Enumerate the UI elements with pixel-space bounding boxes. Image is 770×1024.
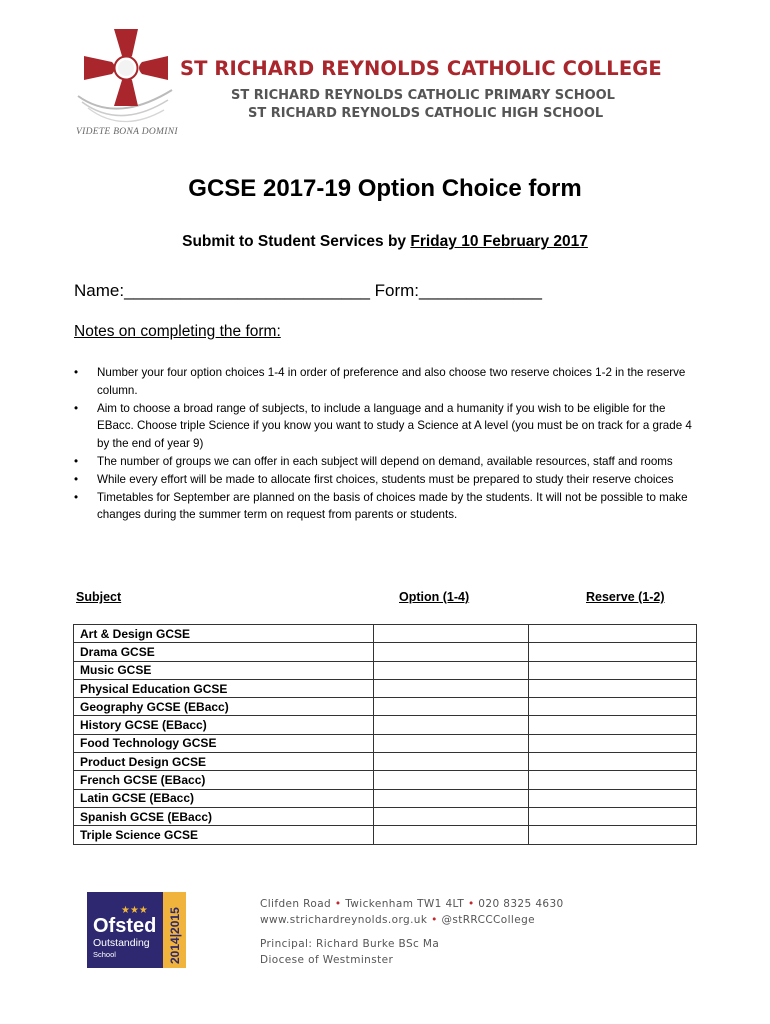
reserve-cell[interactable]	[529, 643, 697, 661]
college-motto: VIDETE BONA DOMINI	[76, 127, 178, 137]
separator-dot: •	[334, 898, 342, 910]
bullet-icon: •	[74, 366, 79, 379]
option-cell[interactable]	[374, 826, 529, 844]
subject-cell: History GCSE (EBacc)	[74, 716, 374, 734]
form-title: GCSE 2017-19 Option Choice form	[188, 175, 582, 202]
ofsted-years: 2014|2015	[168, 907, 182, 964]
table-row	[74, 698, 697, 716]
subject-cell: Physical Education GCSE	[74, 679, 374, 697]
subject-cell: French GCSE (EBacc)	[74, 771, 374, 789]
bullet-icon: •	[74, 490, 79, 504]
reserve-cell[interactable]	[529, 771, 697, 789]
ofsted-rating: Outstanding	[93, 937, 150, 949]
ofsted-outstanding-badge	[87, 892, 186, 968]
subject-column-header: Subject	[76, 590, 122, 604]
reserve-cell[interactable]	[529, 734, 697, 752]
form-field[interactable]: _____________	[419, 281, 542, 300]
submit-deadline	[0, 233, 770, 251]
table-row	[74, 716, 697, 734]
phone-number: 020 8325 4630	[478, 898, 564, 910]
subject-cell: Art & Design GCSE	[74, 625, 374, 643]
table-row	[74, 679, 697, 697]
diocese: Diocese of Westminster	[260, 953, 394, 966]
notes-heading: Notes on completing the form:	[74, 323, 281, 340]
primary-school-name: ST RICHARD REYNOLDS CATHOLIC PRIMARY SCHOOL	[231, 88, 615, 103]
separator-dot: •	[467, 898, 475, 910]
note-item: • Number your four option choices 1-4 in order of preference and also choose two reserve choices 1-2 in the reserve column.	[74, 366, 686, 397]
note-item: • The number of groups we can offer in each subject will depend on demand, available resources, staff and rooms	[74, 453, 704, 471]
reserve-cell[interactable]	[529, 807, 697, 825]
option-cell[interactable]	[374, 753, 529, 771]
reserve-cell[interactable]	[529, 753, 697, 771]
subject-cell: Spanish GCSE (EBacc)	[74, 807, 374, 825]
reserve-cell[interactable]	[529, 698, 697, 716]
college-address	[260, 897, 564, 928]
reserve-column-header: Reserve (1-2)	[586, 590, 665, 604]
twitter-link[interactable]: @stRRCCCollege	[441, 913, 536, 926]
option-cell[interactable]	[374, 807, 529, 825]
table-row	[74, 643, 697, 661]
reserve-cell[interactable]	[529, 625, 697, 643]
reserve-cell[interactable]	[529, 661, 697, 679]
website-link[interactable]: www.strichardreynolds.org.uk	[260, 913, 428, 926]
notes-list	[74, 364, 704, 524]
option-cell[interactable]	[374, 625, 529, 643]
reserve-cell[interactable]	[529, 789, 697, 807]
table-row	[74, 771, 697, 789]
form-label: Form:	[369, 281, 420, 300]
principal-info	[260, 937, 439, 968]
college-name: ST RICHARD REYNOLDS CATHOLIC COLLEGE	[180, 57, 662, 80]
high-school-name: ST RICHARD REYNOLDS CATHOLIC HIGH SCHOOL	[248, 106, 604, 121]
table-row	[74, 807, 697, 825]
table-row	[74, 661, 697, 679]
option-cell[interactable]	[374, 789, 529, 807]
address-line: Clifden Road • Twickenham TW1 4LT • 020 8325 4630	[260, 898, 564, 910]
subject-cell: Triple Science GCSE	[74, 826, 374, 844]
reserve-cell[interactable]	[529, 679, 697, 697]
subject-cell: Drama GCSE	[74, 643, 374, 661]
option-column-header: Option (1-4)	[399, 590, 470, 604]
separator-dot: •	[431, 913, 438, 926]
option-cell[interactable]	[374, 716, 529, 734]
name-label: Name:	[74, 281, 125, 300]
subject-cell: Food Technology GCSE	[74, 734, 374, 752]
subject-cell: Latin GCSE (EBacc)	[74, 789, 374, 807]
table-row	[74, 826, 697, 844]
subject-cell: Geography GCSE (EBacc)	[74, 698, 374, 716]
reserve-cell[interactable]	[529, 826, 697, 844]
note-item: • Aim to choose a broad range of subjects, to include a language and a humanity if you wish to be eligible for the EBacc. Choose triple Science if you know you want to study a Science at A level (you must be on track for a grade 4 by the end of year 9)	[74, 401, 692, 451]
table-row	[74, 789, 697, 807]
name-form-fields	[74, 281, 542, 301]
table-row	[74, 625, 697, 643]
reserve-cell[interactable]	[529, 716, 697, 734]
option-cell[interactable]	[374, 679, 529, 697]
option-cell[interactable]	[374, 771, 529, 789]
ofsted-stars-icon: ★★★	[121, 905, 148, 916]
bullet-icon: •	[74, 454, 79, 468]
subject-cell: Music GCSE	[74, 661, 374, 679]
ofsted-type: School	[93, 950, 116, 959]
subject-cell: Product Design GCSE	[74, 753, 374, 771]
principal-name: Richard Burke BSc Ma	[316, 938, 440, 950]
note-item: • Timetables for September are planned on the basis of choices made by the students. It will not be possible to make changes during the summer term on request from parents or students.	[74, 490, 688, 522]
table-row	[74, 734, 697, 752]
submit-date: Friday 10 February 2017	[410, 233, 588, 250]
option-choice-table	[73, 624, 697, 845]
submit-prefix: Submit to Student Services by	[182, 233, 411, 250]
ofsted-name: Ofsted	[93, 915, 157, 937]
principal-line: Principal: Richard Burke BSc Ma	[260, 938, 440, 950]
name-field[interactable]: __________________________	[124, 281, 370, 300]
option-cell[interactable]	[374, 734, 529, 752]
note-item: • While every effort will be made to allocate first choices, students must be prepared to study their reserve choices	[74, 471, 704, 489]
table-row	[74, 753, 697, 771]
option-cell[interactable]	[374, 698, 529, 716]
bullet-icon: •	[74, 472, 79, 486]
web-line	[260, 913, 564, 929]
option-cell[interactable]	[374, 661, 529, 679]
bullet-icon: •	[74, 401, 79, 415]
option-cell[interactable]	[374, 643, 529, 661]
